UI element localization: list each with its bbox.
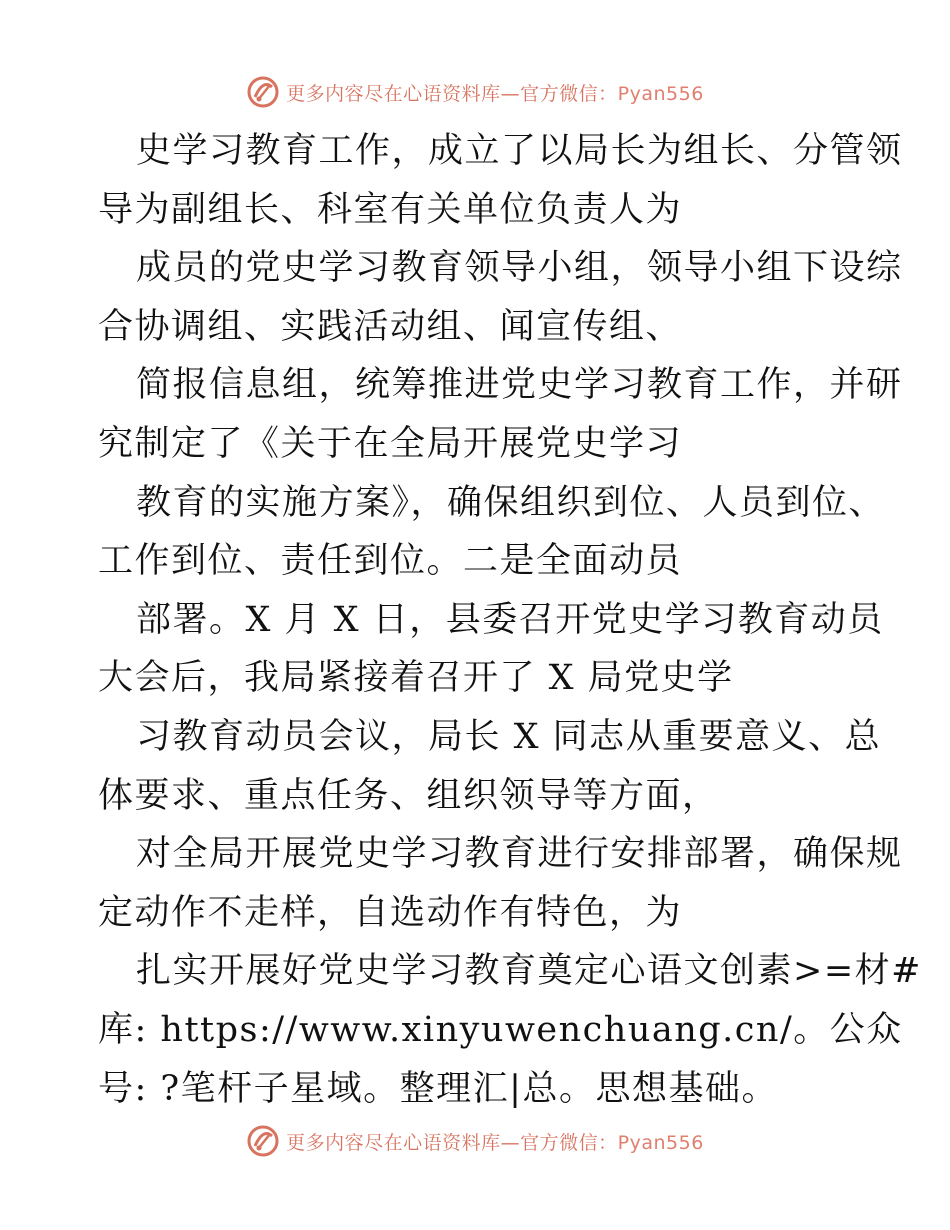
banner-text — [286, 79, 704, 106]
text-line: 教育的实施方案》，确保组织到位、人员到位、 — [136, 482, 886, 523]
banner-contact: Pyan556 — [617, 1131, 704, 1154]
text-line: 导为副组长、科室有关单位负责人为 — [98, 189, 683, 230]
logo-icon — [246, 1124, 280, 1158]
banner-contact: Pyan556 — [617, 82, 704, 105]
banner-label: 更多内容尽在心语资料库—官方微信： — [286, 1131, 618, 1154]
document-body — [98, 122, 922, 1118]
text-line: 对全局开展党史学习教育进行安排部署，确保规 — [136, 834, 903, 875]
text-line: 合协调组、实践活动组、闻宣传组、 — [98, 306, 683, 347]
banner-label: 更多内容尽在心语资料库—官方微信： — [286, 82, 618, 105]
text-line: 扎实开展好党史学习教育奠定心语文创素>=材# — [136, 951, 922, 992]
text-line: 号: ?笔杆子星域。整理汇|总。思想基础。 — [98, 1068, 778, 1109]
text-line: 大会后，我局紧接着召开了 X 局党史学 — [98, 658, 734, 699]
text-line: 究制定了《关于在全局开展党史学习 — [98, 423, 683, 464]
text-line: 定动作不走样，自选动作有特色，为 — [98, 892, 683, 933]
logo-icon — [246, 75, 280, 109]
text-line: 成员的党史学习教育领导小组，领导小组下设综 — [136, 248, 903, 289]
text-line: 习教育动员会议，局长 X 同志从重要意义、总 — [136, 716, 882, 757]
footer-banner — [0, 1121, 950, 1161]
text-line: 工作到位、责任到位。二是全面动员 — [98, 541, 683, 582]
banner-text — [286, 1128, 704, 1155]
text-line: 体要求、重点任务、组织领导等方面， — [98, 775, 719, 816]
header-banner — [0, 72, 950, 112]
text-line: 部署。X 月 X 日，县委召开党史学习教育动员 — [136, 599, 884, 640]
text-line: 简报信息组，统筹推进党史学习教育工作，并研 — [136, 365, 903, 406]
text-line: 史学习教育工作，成立了以局长为组长、分管领 — [136, 131, 903, 171]
text-line: 库: https://www.xinyuwenchuang.cn/。公众 — [98, 1009, 903, 1050]
